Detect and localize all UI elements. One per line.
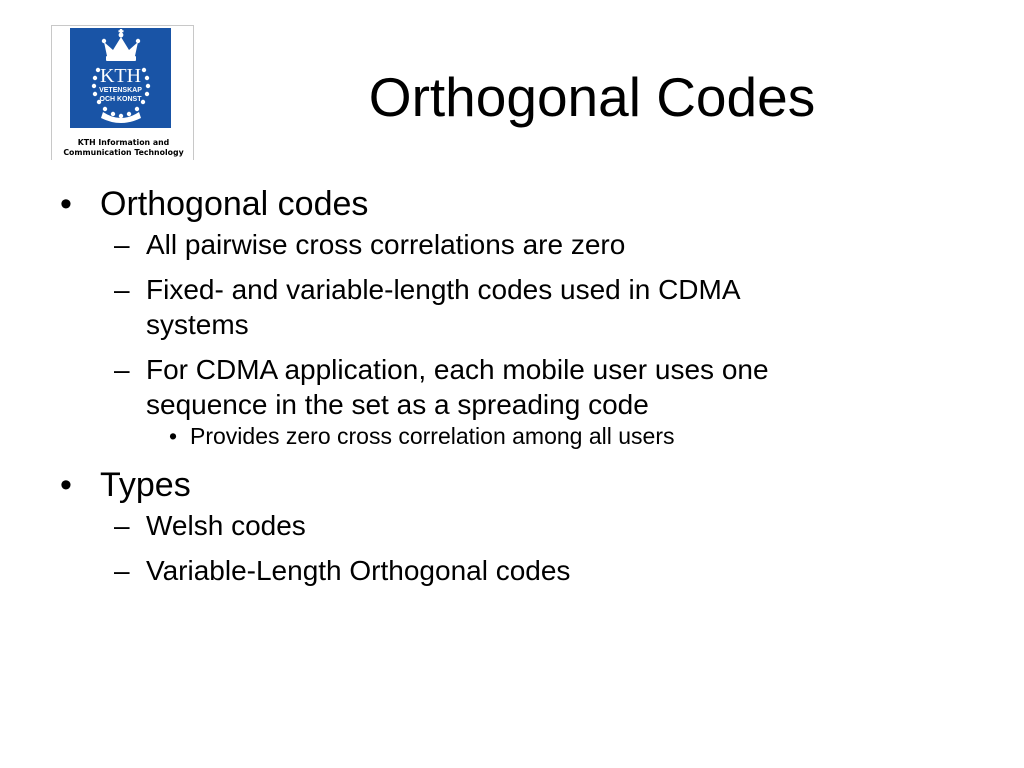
bullet-types — [57, 462, 987, 508]
sub-bullet-text: All pairwise cross correlations are zero — [146, 229, 626, 260]
emblem-motto-line-2: OCH KONST — [99, 96, 142, 103]
sub-bullet-fixed-variable-length — [57, 272, 987, 342]
slide-body — [57, 181, 987, 588]
sub-bullet-text: Welsh codes — [146, 510, 306, 541]
sub-bullet-welsh-codes — [57, 508, 987, 543]
sub-sub-bullet-text: Provides zero cross correlation among all users — [190, 423, 675, 449]
logo-caption — [52, 138, 195, 158]
logo-caption-line-1: KTH Information and — [77, 138, 170, 147]
sub-sub-bullet-zero-cross-correlation — [57, 422, 987, 450]
bullet-text: Types — [100, 466, 191, 504]
dash-icon: – — [114, 229, 130, 260]
bullet-text: Orthogonal codes — [100, 185, 369, 223]
sub-bullet-text-line-1: For CDMA application, each mobile user uses one — [146, 354, 769, 385]
kth-logo — [51, 25, 194, 160]
dash-icon: – — [114, 274, 130, 305]
kth-crest-emblem — [70, 28, 171, 128]
sub-bullet-text-line-1: Fixed- and variable-length codes used in CDMA — [146, 274, 741, 305]
sub-bullet-cross-correlations — [57, 227, 987, 262]
emblem-wordmark — [70, 66, 171, 104]
sub-bullet-text: Variable-Length Orthogonal codes — [146, 555, 571, 586]
bullet-dot-icon: • — [60, 185, 72, 223]
bullet-dot-icon: • — [169, 423, 178, 449]
dash-icon: – — [114, 555, 130, 586]
sub-bullet-text-line-2: systems — [146, 309, 249, 340]
sub-bullet-text-line-2: sequence in the set as a spreading code — [146, 389, 649, 420]
sub-bullet-variable-length-orthogonal — [57, 553, 987, 588]
bullet-dot-icon: • — [60, 466, 72, 504]
logo-caption-line-2: Communication Technology — [63, 148, 184, 157]
sub-bullet-cdma-application — [57, 352, 987, 422]
slide-title: Orthogonal Codes — [368, 66, 816, 128]
emblem-motto-line-1: VETENSKAP — [99, 87, 142, 94]
dash-icon: – — [114, 354, 130, 385]
bullet-orthogonal-codes — [57, 181, 987, 227]
dash-icon: – — [114, 510, 130, 541]
emblem-kth-text: KTH — [99, 65, 142, 87]
